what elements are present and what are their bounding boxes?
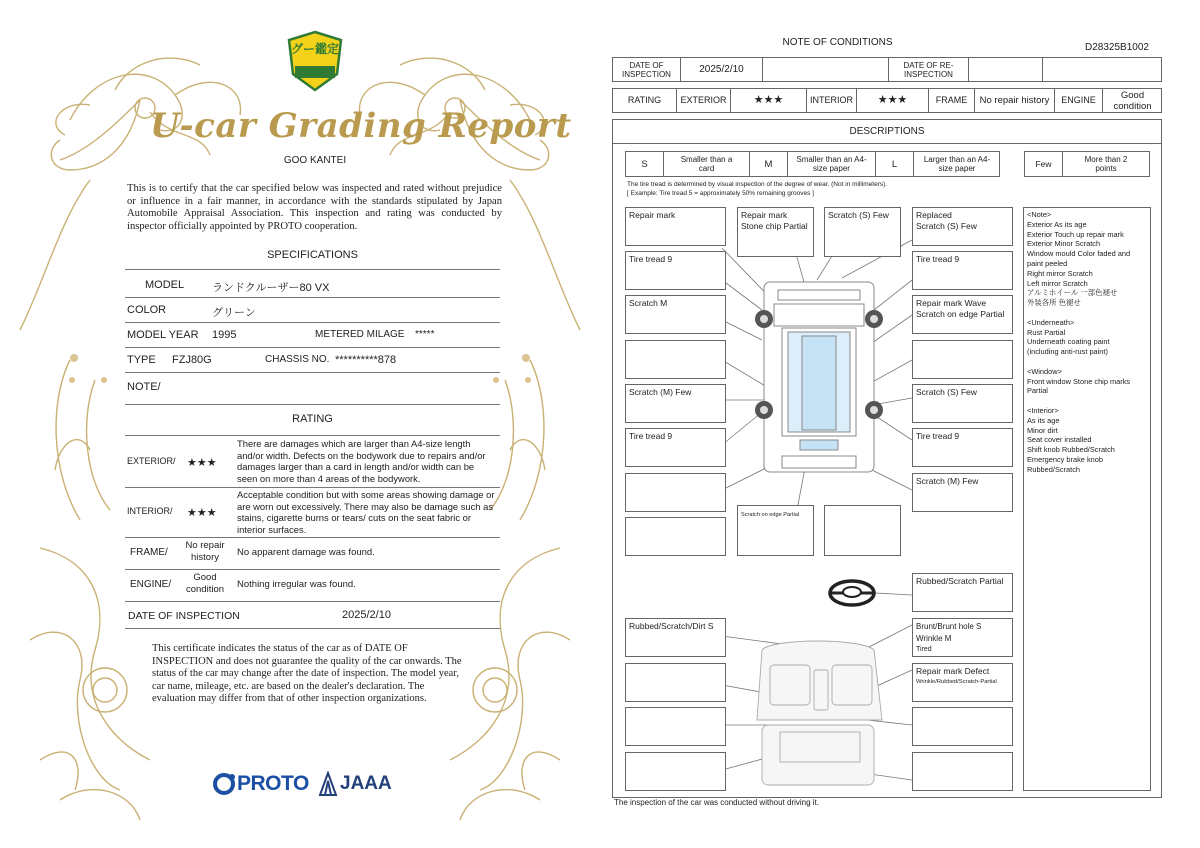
engine-label: ENGINE	[1055, 89, 1103, 112]
legend-few: Few	[1025, 152, 1063, 176]
condition-box	[912, 384, 1013, 423]
condition-box	[912, 663, 1013, 702]
note-line: <Window>	[1027, 366, 1062, 376]
note-line: Front window Stone chip marks	[1027, 376, 1131, 386]
color-value: グリーン	[212, 307, 256, 319]
rating-row-engine	[125, 569, 500, 602]
condition-text: Tire tread 9	[629, 431, 673, 441]
exterior-label: EXTERIOR	[677, 89, 731, 112]
note-line: アルミホイール 一部色褪せ	[1027, 288, 1118, 298]
spec-row-color	[125, 297, 500, 323]
condition-text: Wrinkle/Rubbed/Scratch-Partial	[916, 679, 997, 685]
note-line: Exterior Minor Scratch	[1027, 239, 1101, 249]
blank-cell	[763, 58, 889, 81]
condition-text: Scratch M	[629, 298, 668, 308]
spec-row-year	[125, 322, 500, 348]
divider	[612, 143, 1162, 144]
note-line	[1027, 308, 1147, 318]
condition-text: Scratch on edge Partial	[741, 512, 800, 518]
descriptions-heading: DESCRIPTIONS	[849, 126, 925, 137]
rating-strip	[612, 88, 1162, 113]
note-line: Left mirror Scratch	[1027, 278, 1088, 288]
rating-row-interior	[125, 487, 500, 538]
rating-label: RATING	[613, 89, 677, 112]
frame-value: No repair history	[975, 89, 1055, 112]
proto-mark-icon	[213, 772, 237, 796]
condition-box	[625, 517, 726, 556]
note-line: <Interior>	[1027, 405, 1059, 415]
condition-text: Rubbed/Scratch Partial	[916, 576, 1004, 586]
reinspection-date-label: DATE OF RE-INSPECTION	[889, 58, 969, 81]
engine-label: ENGINE/	[130, 579, 172, 590]
condition-box	[912, 340, 1013, 379]
certificate-title: U-car Grading Report	[150, 106, 572, 146]
condition-box	[824, 207, 901, 257]
condition-text: Repair mark	[629, 210, 676, 220]
condition-text: Wrinkle M	[916, 633, 952, 643]
note-line: Rubbed/Scratch	[1027, 464, 1080, 474]
condition-text: Tire tread 9	[916, 254, 960, 264]
condition-box	[912, 251, 1013, 290]
rating-heading: RATING	[292, 413, 333, 425]
interior-label: INTERIOR	[807, 89, 857, 112]
note-of-conditions	[605, 0, 1200, 848]
count-legend	[1024, 151, 1150, 177]
condition-text: Repair mark Defect	[916, 666, 990, 676]
chassis-value: **********878	[335, 354, 397, 366]
jaaa-wordmark: JAAA	[340, 773, 392, 794]
exterior-label: EXTERIOR/	[127, 456, 176, 466]
specifications-heading: SPECIFICATIONS	[267, 249, 358, 261]
inspection-date-value: 2025/2/10	[681, 58, 763, 81]
note-line: 外装各所 色褪せ	[1027, 298, 1081, 308]
engine-description: Nothing irregular was found.	[237, 579, 356, 590]
engine-value: Good condition	[1113, 89, 1152, 112]
exterior-description: There are damages which are larger than A4-size length and/or width. Defects on the bodywork due to repairs and/or damages larger than a card in length and/or width can be seen on more than 4 areas of the bodywork.	[237, 438, 486, 484]
note-label: NOTE/	[127, 381, 161, 393]
date-row	[125, 601, 500, 629]
condition-box	[625, 340, 726, 379]
condition-box	[625, 295, 726, 334]
condition-box	[824, 505, 901, 556]
note-line	[1027, 357, 1147, 367]
frame-value: No repair history	[185, 540, 225, 563]
jaaa-logo	[318, 770, 392, 798]
note-line: Exterior Touch up repair mark	[1027, 229, 1124, 239]
inspection-date-label: DATE OF INSPECTION	[613, 58, 681, 81]
jaaa-mark-icon	[318, 771, 338, 797]
note-line: Emergency brake knob	[1027, 454, 1103, 464]
model-year-label: MODEL YEAR	[127, 329, 199, 341]
steering-wheel-icon	[830, 581, 874, 605]
notes-box	[1023, 207, 1151, 791]
legend-text-l: Larger than an A4-size paper	[923, 155, 991, 173]
condition-text: Tired	[916, 646, 932, 653]
note-line: Rust Partial	[1027, 327, 1066, 337]
spec-row-note	[125, 372, 500, 405]
condition-box	[625, 207, 726, 246]
legend-text-m: Smaller than an A4-size paper	[788, 152, 876, 176]
note-line: (including anti-rust paint)	[1027, 347, 1108, 357]
exterior-stars: ★★★	[187, 457, 217, 469]
condition-box	[625, 428, 726, 467]
interior-label: INTERIOR/	[127, 506, 173, 516]
condition-text: Repair mark	[741, 210, 788, 220]
color-label: COLOR	[127, 304, 167, 316]
legend-code-s: S	[626, 152, 664, 176]
certificate-intro: This is to certify that the car specified below was inspected and rated without prejudice or influence in a fair manner, in accordance with the standards stipulated by Japan Automobile Appraisal Association. This inspection and rating was conducted by inspector officially appointed by PROTO cooperation.	[127, 183, 502, 232]
reinspection-date-value	[969, 58, 1043, 81]
metered-mileage-value: *****	[415, 329, 435, 340]
note-line: Window mould Color faded and	[1027, 249, 1131, 259]
condition-box	[912, 295, 1013, 334]
rating-row-frame	[125, 537, 500, 570]
legend-code-m: M	[750, 152, 788, 176]
condition-box	[912, 618, 1013, 657]
condition-text: Scratch (S) Few	[916, 221, 977, 231]
condition-text: Scratch (M) Few	[629, 387, 692, 397]
note-line: Right mirror Scratch	[1027, 268, 1093, 278]
interior-stars: ★★★	[187, 507, 217, 519]
report-id: D28325B1002	[1085, 42, 1149, 53]
condition-box	[625, 663, 726, 702]
badge-label: グー鑑定	[290, 42, 339, 56]
legend-more: More than 2 points	[1084, 155, 1128, 173]
blank-cell	[1043, 58, 1162, 81]
note-line: <Underneath>	[1027, 317, 1075, 327]
spec-row-type	[125, 347, 500, 373]
condition-box	[625, 251, 726, 290]
model-year-value: 1995	[212, 329, 237, 341]
legend-text-s: Smaller than a card	[664, 152, 750, 176]
note-line: Partial	[1027, 386, 1048, 396]
type-value: FZJ80G	[172, 354, 212, 366]
condition-text: Stone chip Partial	[741, 221, 808, 231]
note-line: <Note>	[1027, 210, 1052, 219]
condition-text: Tire tread 9	[916, 431, 960, 441]
note-line	[1027, 396, 1147, 406]
condition-box	[625, 707, 726, 746]
goo-kantei-badge	[287, 30, 343, 92]
condition-text: Rubbed/Scratch/Dirt S	[629, 621, 714, 631]
rating-row-exterior	[125, 436, 500, 488]
condition-box	[737, 505, 814, 556]
condition-text: Scratch (S) Few	[828, 210, 889, 220]
note-line: Shift knob Rubbed/Scratch	[1027, 445, 1115, 455]
report-title: NOTE OF CONDITIONS	[782, 37, 893, 48]
condition-box	[912, 428, 1013, 467]
frame-label: FRAME	[929, 89, 975, 112]
condition-box	[912, 207, 1013, 246]
exterior-stars: ★★★	[731, 89, 807, 112]
report-footer: The inspection of the car was conducted without driving it.	[614, 798, 819, 807]
chassis-label: CHASSIS NO.	[265, 354, 330, 365]
condition-box	[625, 473, 726, 512]
size-legend	[625, 151, 1000, 177]
spec-row-model	[125, 270, 500, 298]
tire-note-line-2: [ Example: Tire tread 5 = approximately 50% remaining grooves ]	[627, 190, 814, 197]
condition-text: Tire tread 9	[629, 254, 673, 264]
interior-description: Acceptable condition but with some areas showing damage or are worn out excessively. There may also be damage such as stains, cigarette burns or tears/ cuts on the seat fabric or interior surfaces.	[237, 489, 495, 535]
certificate-subtitle: GOO KANTEI	[283, 155, 347, 166]
condition-text: Scratch (S) Few	[916, 387, 977, 397]
model-label: MODEL	[145, 279, 185, 291]
inspection-date-label: DATE OF INSPECTION	[128, 610, 240, 622]
condition-box	[625, 618, 726, 657]
condition-box	[625, 384, 726, 423]
condition-text: Replaced	[916, 210, 952, 220]
proto-wordmark: PROTO	[237, 772, 309, 795]
condition-box	[912, 473, 1013, 512]
condition-text: Repair mark Wave	[916, 298, 987, 308]
note-line: Seat cover installed	[1027, 435, 1092, 445]
metered-mileage-label: METERED MILAGE	[315, 329, 405, 340]
condition-box	[737, 207, 814, 257]
condition-text: Scratch on edge Partial	[916, 309, 1005, 319]
note-line: Minor dirt	[1027, 425, 1058, 435]
engine-value: Good condition	[185, 572, 225, 595]
tire-note-line-1: The tire tread is determined by visual inspection of the degree of wear. (Not in millimeters).	[627, 181, 888, 188]
frame-description: No apparent damage was found.	[237, 547, 375, 558]
proto-logo	[213, 770, 309, 798]
note-line: Underneath coating paint	[1027, 337, 1110, 347]
type-label: TYPE	[127, 354, 156, 366]
notes-list	[1027, 210, 1147, 475]
frame-label: FRAME/	[130, 547, 168, 558]
condition-text: Scratch (M) Few	[916, 476, 979, 486]
date-strip	[612, 57, 1162, 82]
model-value: ランドクルーザー80 VX	[212, 282, 330, 294]
condition-box	[912, 707, 1013, 746]
legend-code-l: L	[876, 152, 914, 176]
note-line: As its age	[1027, 415, 1060, 425]
condition-text: Brunt/Brunt hole S	[916, 622, 982, 631]
interior-stars: ★★★	[857, 89, 929, 112]
condition-box	[912, 573, 1013, 612]
note-line: Exterior As its age	[1027, 219, 1087, 229]
condition-box	[912, 752, 1013, 791]
certificate-disclaimer: This certificate indicates the status of the car as of DATE OF INSPECTION and does not guarantee the quality of the car onwards. The status of the car may change after the date of inspection. The model year, car name, mileage, etc. are based on the dealer's declaration. The evaluation may differ from that of other inspection organizations.	[152, 643, 462, 704]
interior-view	[757, 641, 882, 785]
condition-box	[625, 752, 726, 791]
inspection-date-value: 2025/2/10	[342, 609, 391, 621]
note-line: paint peeled	[1027, 258, 1068, 268]
tire-note	[627, 180, 887, 198]
